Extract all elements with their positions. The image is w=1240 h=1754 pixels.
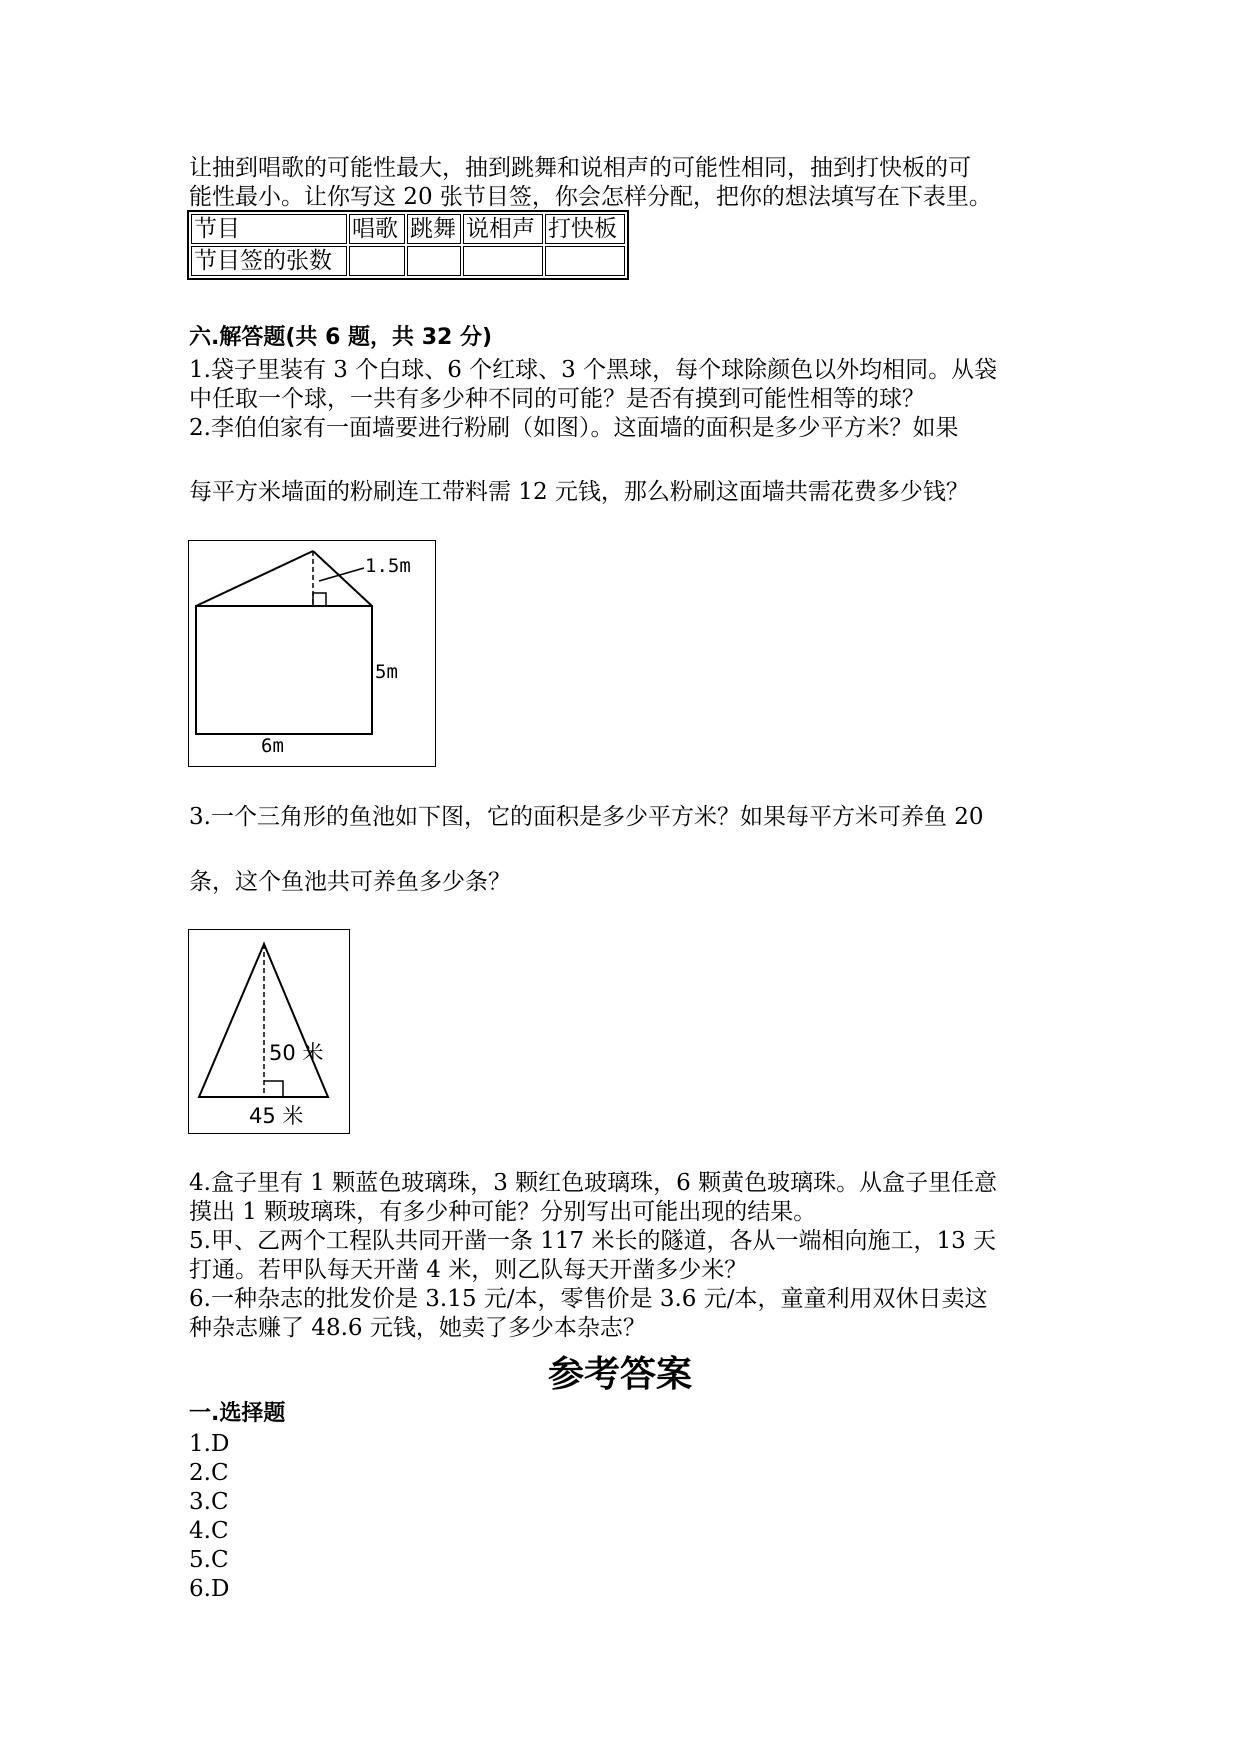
section6-heading: 六.解答题(共 6 题，共 32 分) <box>189 325 493 350</box>
pond-base-label: 45 米 <box>249 1104 304 1128</box>
intro-line-1: 让抽到唱歌的可能性最大，抽到跳舞和说相声的可能性相同，抽到打快板的可 <box>189 155 971 181</box>
answer-item: 6.D <box>189 1576 230 1602</box>
q2-line-1: 2.李伯伯家有一面墙要进行粉刷（如图）。这面墙的面积是多少平方米？如果 <box>189 415 959 441</box>
q1-line-1: 1.袋子里装有 3 个白球、6 个红球、3 个黑球，每个球除颜色以外均相同。从袋 <box>189 357 998 383</box>
table-row-counts <box>191 246 625 276</box>
answers-section1: 一.选择题 <box>189 1401 286 1426</box>
table-cell: 说相声 <box>463 214 543 244</box>
q4-line-1: 4.盒子里有 1 颗蓝色玻璃珠，3 颗红色玻璃珠，6 颗黄色玻璃珠。从盒子里任意 <box>189 1170 998 1196</box>
q3-line-1: 3.一个三角形的鱼池如下图，它的面积是多少平方米？如果每平方米可养鱼 20 <box>189 804 984 830</box>
answer-item: 4.C <box>189 1518 229 1544</box>
pond-height-label: 50 米 <box>269 1041 324 1065</box>
q2-line-2: 每平方米墙面的粉刷连工带料需 12 元钱，那么粉刷这面墙共需花费多少钱？ <box>189 479 969 505</box>
q5-line-1: 5.甲、乙两个工程队共同开凿一条 117 米长的隧道，各从一端相向施工，13 天 <box>189 1228 997 1254</box>
table-cell: 打快板 <box>545 214 625 244</box>
answer-item: 3.C <box>189 1489 229 1515</box>
table-cell-empty <box>407 246 461 276</box>
q5-line-2: 打通。若甲队每天开凿 4 米，则乙队每天开凿多少米？ <box>189 1257 748 1283</box>
q3-line-2: 条，这个鱼池共可养鱼多少条？ <box>189 869 511 895</box>
pond-figure <box>188 929 350 1134</box>
table-row-header <box>191 214 625 244</box>
q4-line-2: 摸出 1 颗玻璃珠，有多少种可能？分别写出可能出现的结果。 <box>189 1199 817 1225</box>
q6-line-2: 种杂志赚了 48.6 元钱，她卖了多少本杂志？ <box>189 1315 646 1341</box>
answer-item: 1.D <box>189 1431 230 1457</box>
wall-figure <box>188 540 436 767</box>
table-cell: 节目 <box>191 214 347 244</box>
answer-item: 2.C <box>189 1460 229 1486</box>
q1-line-2: 中任取一个球，一共有多少种不同的可能？是否有摸到可能性相等的球？ <box>189 386 925 412</box>
answer-item: 5.C <box>189 1547 229 1573</box>
q6-line-1: 6.一种杂志的批发价是 3.15 元/本，零售价是 3.6 元/本，童童利用双休日卖这 <box>189 1286 988 1312</box>
table-cell-empty <box>463 246 543 276</box>
table-cell: 跳舞 <box>407 214 461 244</box>
table-cell: 节目签的张数 <box>191 246 347 276</box>
table-cell-empty <box>349 246 405 276</box>
table-cell: 唱歌 <box>349 214 405 244</box>
wall-side-label: 5m <box>375 661 398 683</box>
answers-title: 参考答案 <box>547 1354 692 1395</box>
wall-height-label: 1.5m <box>365 555 411 577</box>
wall-base-label: 6m <box>261 735 284 757</box>
program-table <box>187 210 629 280</box>
intro-line-2: 能性最小。让你写这 20 张节目签，你会怎样分配，把你的想法填写在下表里。 <box>189 184 992 210</box>
table-cell-empty <box>545 246 625 276</box>
